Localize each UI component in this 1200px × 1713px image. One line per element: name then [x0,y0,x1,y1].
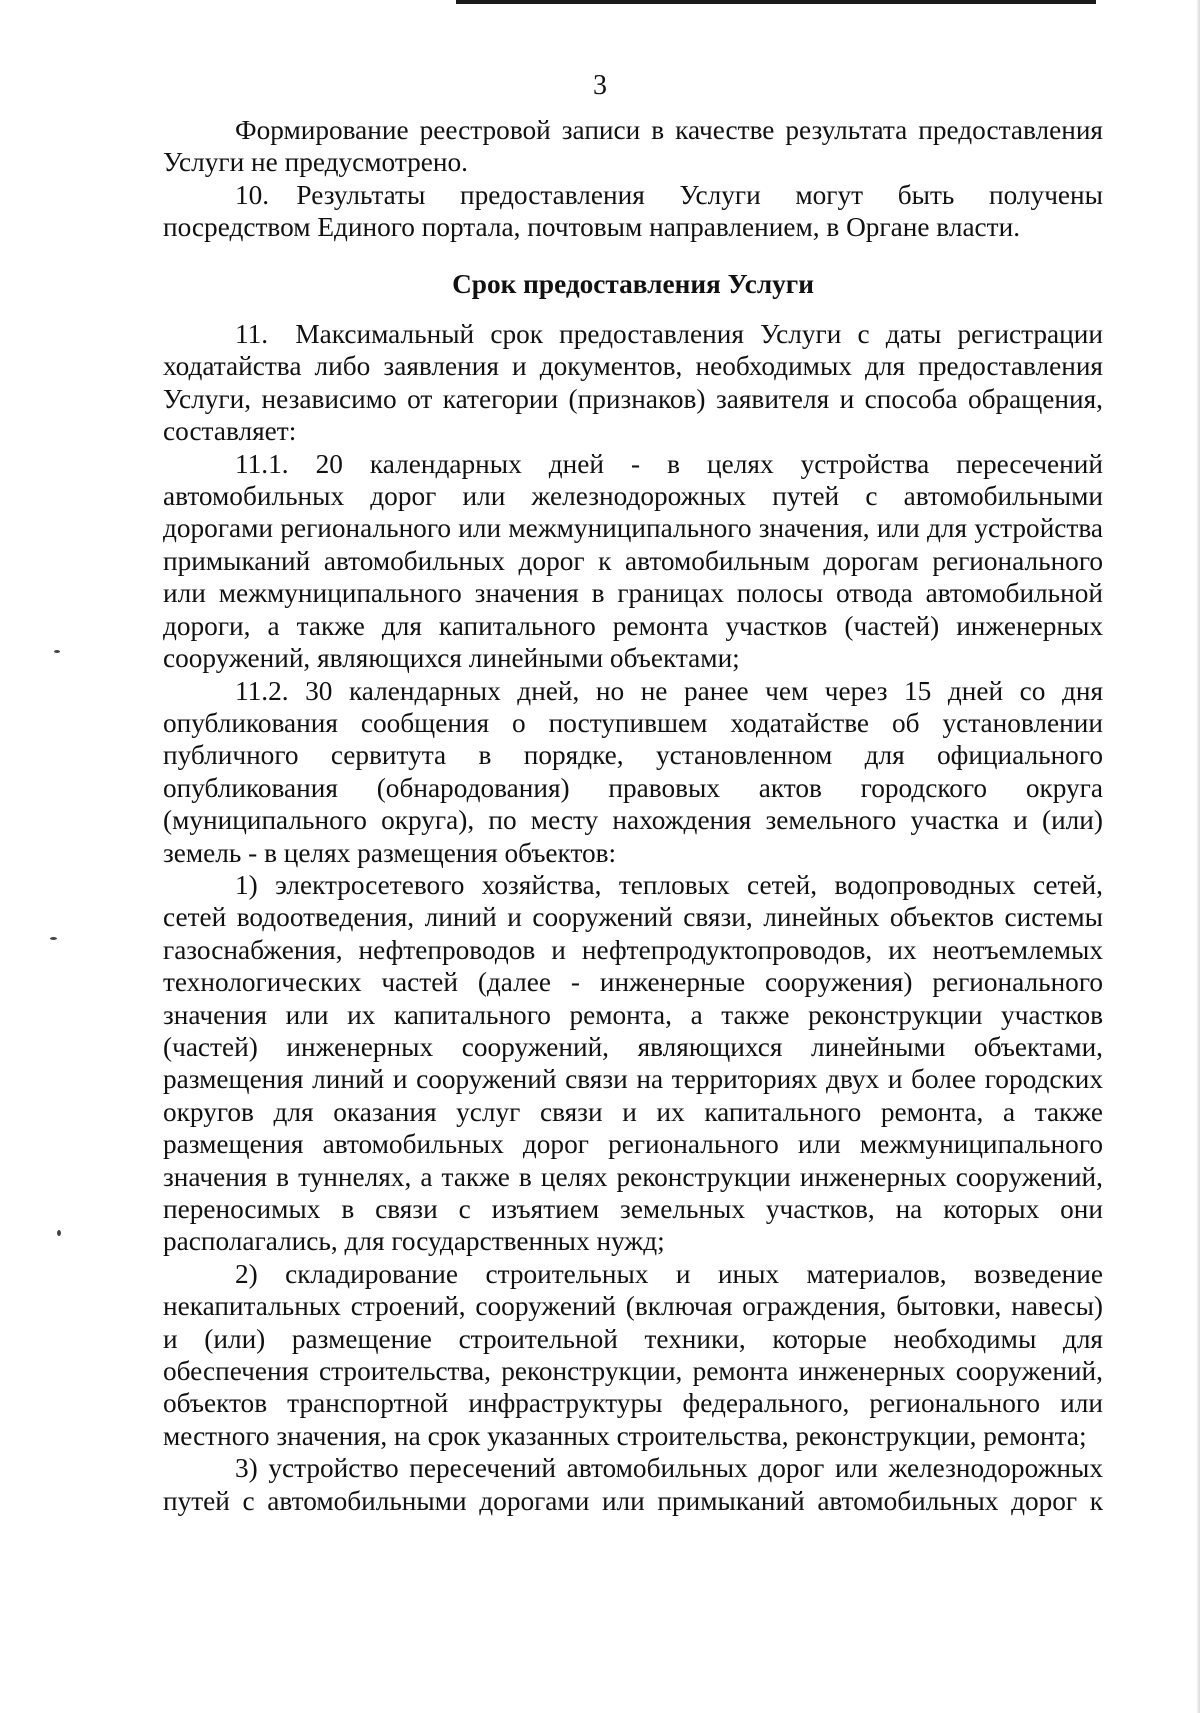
paragraph-11-2: 11.2. 30 календарных дней, но не ранее чем через 15 дней со дня опубликования сообщения о поступившем ходатайстве об установлении публичного сервитута в порядке, установленном для официального опубликования (обнародования) правовых актов городского округа (муниципального округа), по месту нахождения земельного участка и (или) земель - в целях размещения объектов: [163,675,1103,868]
paragraph-11: 11. Максимальный срок предоставления Услуги с даты регистрации ходатайства либо заявления и документов, необходимых для предоставления Услуги, независимо от категории (признаков) заявителя и способа обращения, составляет: [163,319,1103,447]
paragraph-10: 10. Результаты предоставления Услуги могут быть получены посредством Единого портала, почтовым направлением, в Органе власти. [163,179,1103,243]
list-item-3: 3) устройство пересечений автомобильных дорог или железнодорожных путей с автомобильными дорогами или примыканий автомобильных дорог к [163,1453,1103,1516]
scan-speck [57,1230,61,1236]
page-number: 3 [593,70,607,101]
scan-speck [50,937,57,940]
section-heading: Срок предоставления Услуги [452,268,814,299]
document-body [163,114,1103,1517]
paragraph-registry-note: Формирование реестровой записи в качестве результата предоставления Услуги не предусмотрено. [163,115,1103,178]
list-item-2: 2) складирование строительных и иных материалов, возведение некапитальных строений, сооружений (включая ограждения, бытовки, навесы) и (или) размещение строительной техники, которые необходимы для обеспечения строительства, реконструкции, ремонта инженерных сооружений, объектов транспортной инфраструктуры федерального, регионального или местного значения, на срок указанных строительства, реконструкции, ремонта; [163,1258,1103,1451]
scan-top-rule [456,0,1096,4]
list-item-1: 1) электросетевого хозяйства, тепловых сетей, водопроводных сетей, сетей водоотведения, линий и сооружений связи, линейных объектов системы газоснабжения, нефтепроводов и нефтепродуктопроводов, их неотъемлемых технологических частей (далее - инженерные сооружения) регионального значения или их капитального ремонта, а также реконструкции участков (частей) инженерных сооружений, являющихся линейными объектами, размещения линий и сооружений связи на территориях двух и более городских округов для оказания услуг связи и их капитального ремонта, а также размещения автомобильных дорог регионального или межмуниципального значения в туннелях, а также в целях реконструкции инженерных сооружений, переносимых в связи с изъятием земельных участков, на которых они располагались, для государственных нужд; [163,869,1103,1257]
paragraph-11-1: 11.1. 20 календарных дней - в целях устройства пересечений автомобильных дорог или железнодорожных путей с автомобильными дорогами регионального или межмуниципального значения, или для устройства примыканий автомобильных дорог к автомобильным дорогам регионального или межмуниципального значения в границах полосы отвода автомобильной дороги, а также для капитального ремонта участков (частей) инженерных сооружений, являющихся линейными объектами; [163,448,1103,674]
scan-speck [54,650,60,653]
